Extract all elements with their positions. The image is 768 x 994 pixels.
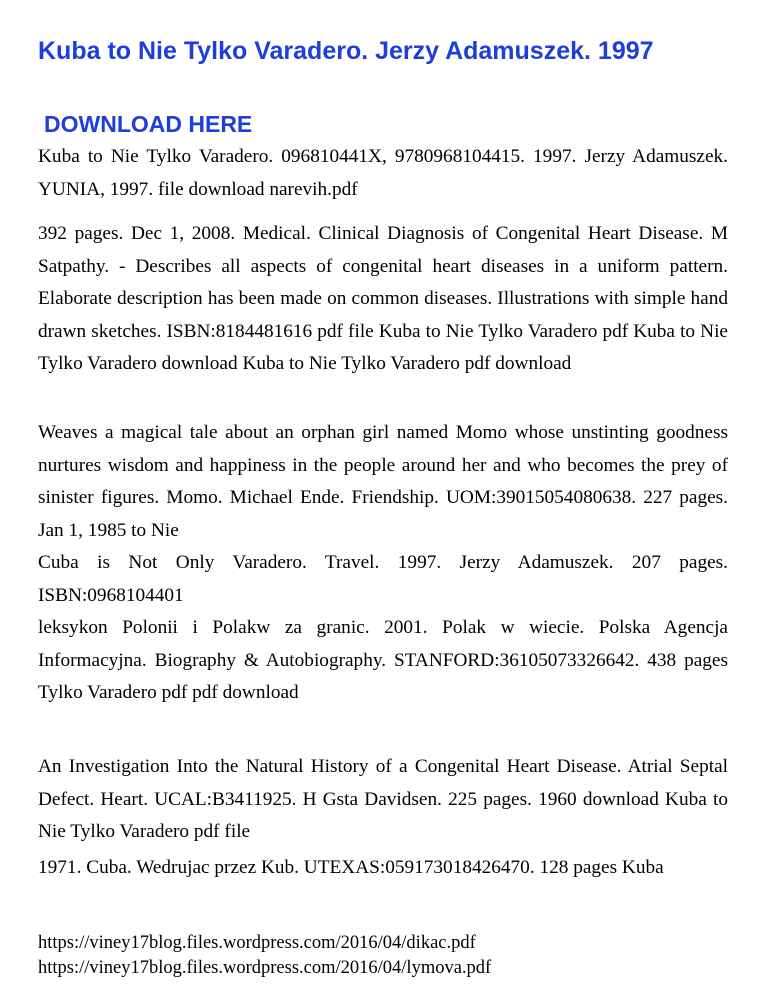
document-title: Kuba to Nie Tylko Varadero. Jerzy Adamuszek. 1997 xyxy=(38,37,654,65)
link-dikac[interactable]: https://viney17blog.files.wordpress.com/2016/04/dikac.pdf xyxy=(38,933,476,953)
paragraph-4: Cuba is Not Only Varadero. Travel. 1997. Jerzy Adamuszek. 207 pages. ISBN:0968104401 xyxy=(38,552,728,606)
paragraph-3: Weaves a magical tale about an orphan girl named Momo whose unstinting goodness nurtures wisdom and happiness in the people around her and who becomes the prey of sinister figures. Momo. Michael Ende. Friendship. UOM:39015054080638. 227 pages. Jan 1, 1985 to Nie xyxy=(38,422,728,541)
paragraph-5: leksykon Polonii i Polakw za granic. 2001. Polak w wiecie. Polska Agencja Informacyjna. Biography & Autobiography. STANFORD:36105073326642. 438 pages Tylko Varadero pdf pdf download xyxy=(38,617,728,703)
paragraph-7: 1971. Cuba. Wedrujac przez Kub. UTEXAS:059173018426470. 128 pages Kuba xyxy=(38,857,664,878)
link-lymova[interactable]: https://viney17blog.files.wordpress.com/2016/04/lymova.pdf xyxy=(38,958,492,978)
paragraph-1: Kuba to Nie Tylko Varadero. 096810441X, 9780968104415. 1997. Jerzy Adamuszek. YUNIA, 1997. file download narevih.pdf xyxy=(38,146,728,200)
download-link[interactable]: DOWNLOAD HERE xyxy=(44,111,253,137)
paragraph-2: 392 pages. Dec 1, 2008. Medical. Clinical Diagnosis of Congenital Heart Disease. M Satpathy. - Describes all aspects of congenital heart diseases in a uniform pattern. Elaborate description has been made on common diseases. Illustrations with simple hand drawn sketches. ISBN:8184481616 pdf file Kuba to Nie Tylko Varadero pdf Kuba to Nie Tylko Varadero download Kuba to Nie Tylko Varadero pdf download xyxy=(38,223,728,374)
paragraph-6: An Investigation Into the Natural History of a Congenital Heart Disease. Atrial Septal Defect. Heart. UCAL:B3411925. H Gsta Davidsen. 225 pages. 1960 download Kuba to Nie Tylko Varadero pdf file xyxy=(38,756,728,842)
link-list xyxy=(38,931,491,981)
